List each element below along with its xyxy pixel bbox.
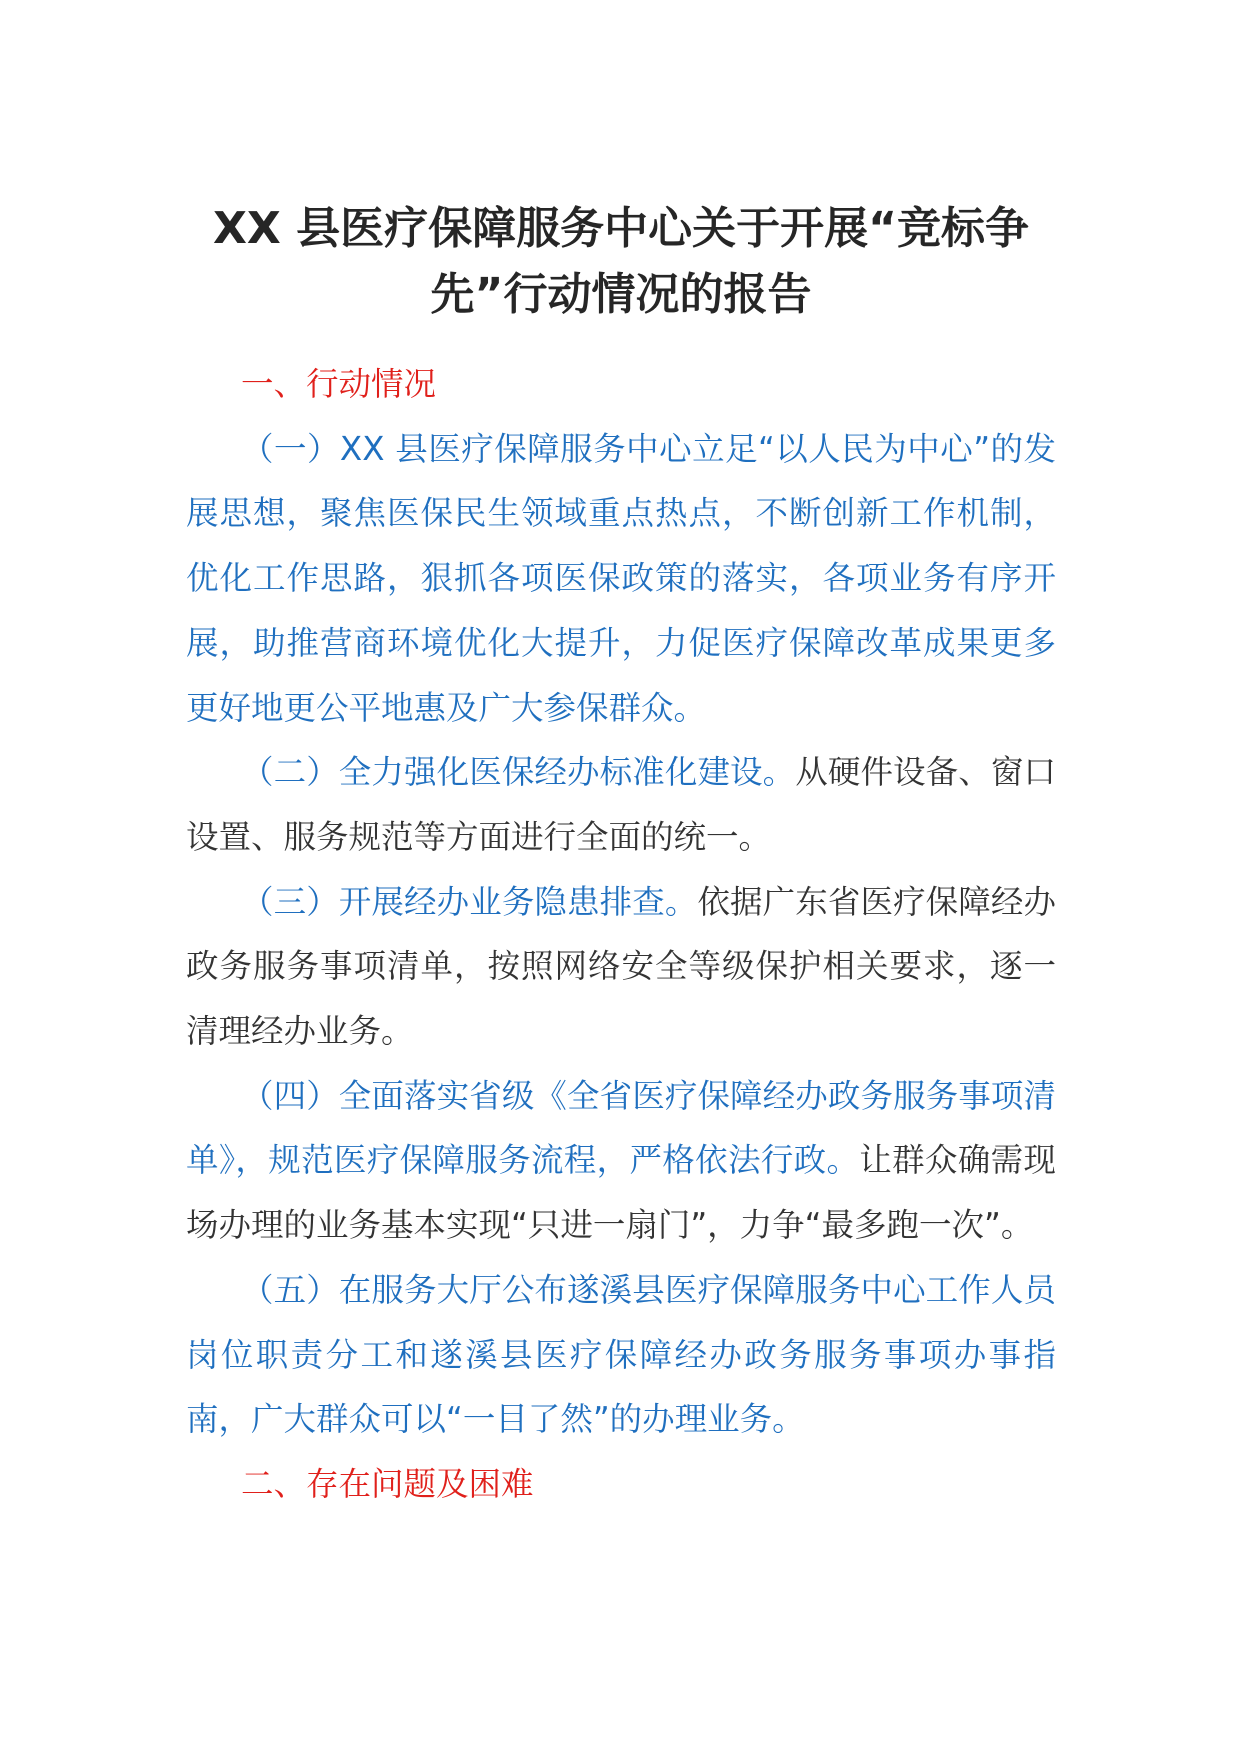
paragraph-1-highlight: （一）XX 县医疗保障服务中心立足“以人民为中心”的发展思想，聚焦医保民生领域重点热点，不断创新工作机制，优化工作思路，狠抓各项医保政策的落实，各项业务有序开展，助推营商环境优化大提升，力促医疗保障改革成果更多更好地更公平地惠及广大参保群众。: [186, 429, 1056, 727]
paragraph-3-text: 依据广东省医疗保障经办政务服务事项清单，按照网络安全等级保护相关要求，逐一清理经办业务。: [186, 882, 1056, 1051]
section-heading-problems: 二、存在问题及困难: [241, 1464, 534, 1503]
document-title: XX 县医疗保障服务中心关于开展“竞标争先”行动情况的报告: [212, 203, 1030, 320]
paragraph-5: [186, 1258, 1056, 1452]
document-body: [186, 352, 1056, 1517]
paragraph-4-text: 让群众确需现场办理的业务基本实现“只进一扇门”，力争“最多跑一次”。: [186, 1141, 1056, 1245]
paragraph-4: [186, 1064, 1056, 1258]
paragraph-2-text: 从硬件设备、窗口设置、服务规范等方面进行全面的统一。: [186, 753, 1056, 856]
paragraph-3-highlight: （三）开展经办业务隐患排查。: [241, 882, 698, 921]
paragraph-3: [186, 870, 1056, 1064]
paragraph-5-highlight: （五）在服务大厅公布遂溪县医疗保障服务中心工作人员岗位职责分工和遂溪县医疗保障经办政务服务事项办事指南，广大群众可以“一目了然”的办理业务。: [186, 1270, 1056, 1439]
paragraph-2-highlight: （二）全力强化医保经办标准化建设。: [241, 753, 796, 792]
section-heading-actions: 一、行动情况: [241, 365, 437, 403]
paragraph-4-highlight: （四）全面落实省级《全省医疗保障经办政务服务事项清单》，规范医疗保障服务流程，严格依法行政。: [186, 1076, 1056, 1180]
paragraph-1: [186, 417, 1056, 741]
paragraph-2: [186, 740, 1056, 869]
